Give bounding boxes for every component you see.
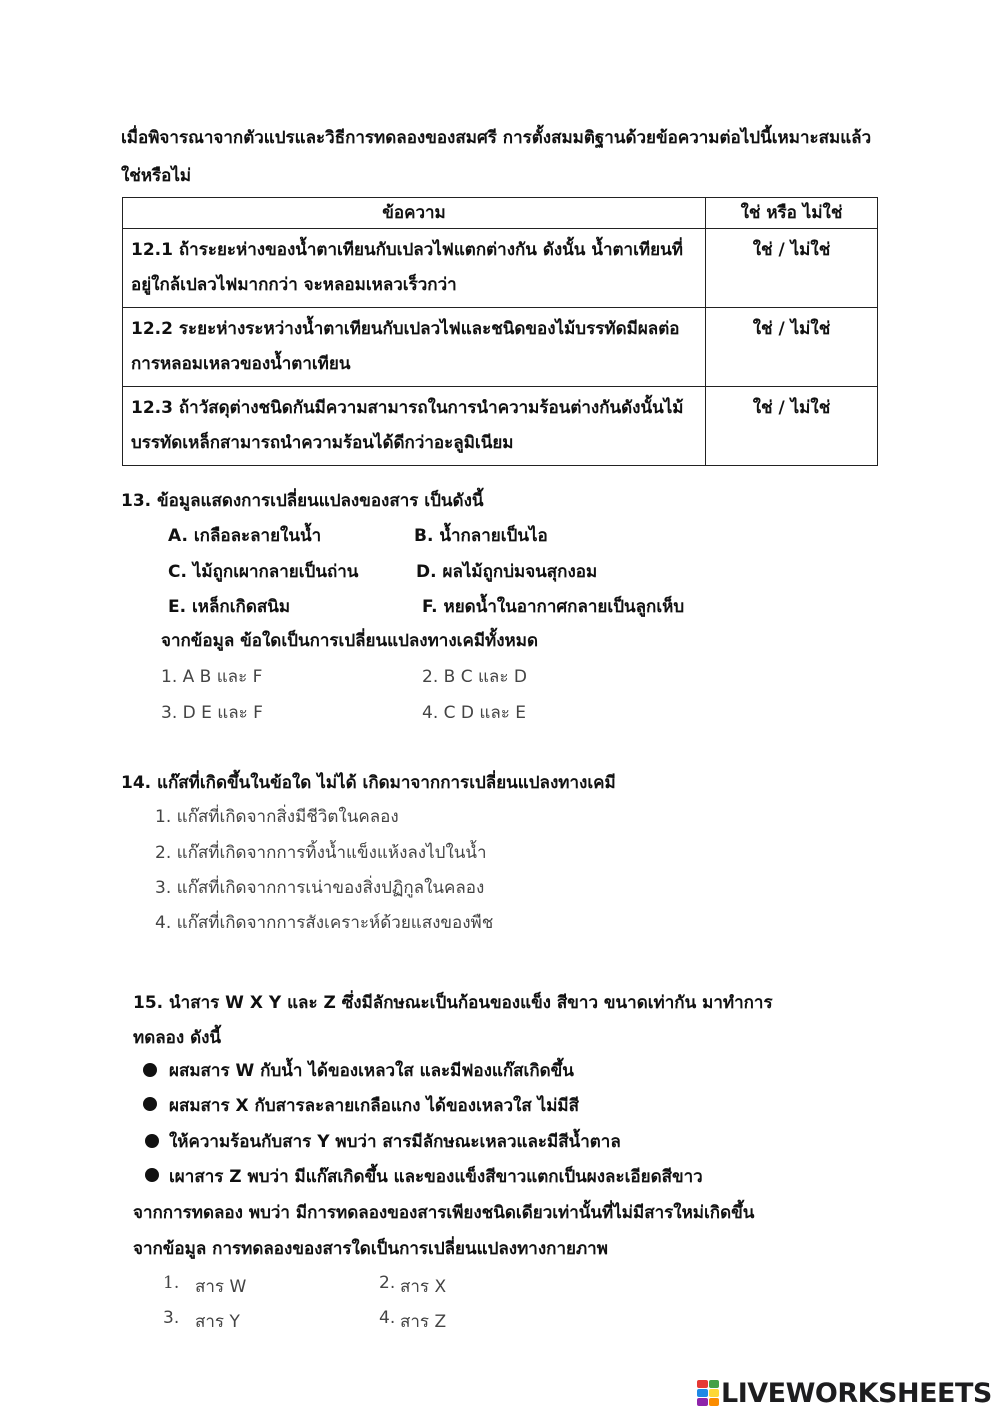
- q15-question: จากข้อมูล การทดลองของสารใดเป็นการเปลี่ยนแปลงทางกายภาพ: [133, 1239, 608, 1259]
- q15-choice-1[interactable]: สาร W: [195, 1277, 247, 1297]
- q15-bullet-3: ให้ความร้อนกับสาร Y พบว่า สารมีลักษณะเหลวและมีสีน้ำตาล: [169, 1132, 621, 1152]
- liveworksheets-logo: [697, 1376, 992, 1410]
- bullet-icon: [145, 1168, 159, 1182]
- answer-cell[interactable]: ใช่ / ไม่ใช่: [706, 387, 878, 466]
- statement-line: บรรทัดเหล็กสามารถนำความร้อนได้ดีกว่าอะลูมิเนียม: [131, 433, 514, 453]
- q13-question: จากข้อมูล ข้อใดเป็นการเปลี่ยนแปลงทางเคมีทั้งหมด: [161, 631, 539, 651]
- q13-choice-1[interactable]: 1. A B และ F: [161, 667, 263, 687]
- intro-line-2: ใช่หรือไม่: [121, 166, 192, 186]
- bullet-icon: [143, 1063, 157, 1077]
- q15-choice-num-4: 4.: [379, 1308, 396, 1328]
- logo-square: [709, 1398, 720, 1406]
- logo-square: [697, 1389, 708, 1397]
- q14-choice-3[interactable]: 3. แก๊สที่เกิดจากการเน่าของสิ่งปฏิกูลในคลอง: [155, 878, 485, 898]
- q15-bullet-4: เผาสาร Z พบว่า มีแก๊สเกิดขึ้น และของแข็งสีขาวแตกเป็นผงละเอียดสีขาว: [169, 1167, 703, 1187]
- statement-cell: [123, 387, 706, 466]
- statement-line: 12.2 ระยะห่างระหว่างน้ำตาเทียนกับเปลวไฟและชนิดของไม้บรรทัดมีผลต่อ: [131, 319, 680, 339]
- logo-text: LIVEWORKSHEETS: [721, 1377, 992, 1409]
- q13-item-d: D. ผลไม้ถูกบ่มจนสุกงอม: [416, 562, 598, 582]
- q13-choice-3[interactable]: 3. D E และ F: [161, 703, 263, 723]
- bullet-icon: [145, 1134, 159, 1148]
- q15-choice-2[interactable]: สาร X: [400, 1277, 447, 1297]
- logo-square: [697, 1380, 708, 1388]
- statement-line: 12.1 ถ้าระยะห่างของน้ำตาเทียนกับเปลวไฟแตกต่างกัน ดังนั้น น้ำตาเทียนที่: [131, 240, 683, 260]
- q14-title: 14. แก๊สที่เกิดขึ้นในข้อใด ไม่ได้ เกิดมาจากการเปลี่ยนแปลงทางเคมี: [121, 773, 616, 793]
- bullet-icon: [143, 1097, 157, 1111]
- intro-line-1: เมื่อพิจารณาจากตัวแปรและวิธีการทดลองของสมศรี การตั้งสมมติฐานด้วยข้อความต่อไปนี้เหมาะสมแล้ว: [121, 128, 872, 148]
- statement-cell: [123, 308, 706, 387]
- table-row: [123, 387, 878, 466]
- statement-line: อยู่ใกล้เปลวไฟมากกว่า จะหลอมเหลวเร็วกว่า: [131, 275, 457, 295]
- q13-choice-2[interactable]: 2. B C และ D: [422, 667, 527, 687]
- q15-bullet-2: ผสมสาร X กับสารละลายเกลือแกง ได้ของเหลวใส ไม่มีสี: [169, 1096, 579, 1116]
- q13-item-e: E. เหล็กเกิดสนิม: [168, 597, 291, 617]
- logo-icon: [697, 1380, 719, 1406]
- statement-line: 12.3 ถ้าวัสดุต่างชนิดกันมีความสามารถในการนำความร้อนต่างกันดังนั้นไม้: [131, 398, 684, 418]
- q13-item-a: A. เกลือละลายในน้ำ: [168, 526, 322, 546]
- q14-choice-4[interactable]: 4. แก๊สที่เกิดจากการสังเคราะห์ด้วยแสงของพืช: [155, 913, 494, 933]
- q15-choice-num-1: 1.: [163, 1273, 180, 1293]
- hypothesis-table: [122, 197, 878, 466]
- q15-choice-3[interactable]: สาร Y: [195, 1312, 240, 1332]
- header-yes-no: ใช่ หรือ ไม่ใช่: [706, 198, 878, 229]
- q15-choice-num-2: 2.: [379, 1273, 396, 1293]
- answer-cell[interactable]: ใช่ / ไม่ใช่: [706, 229, 878, 308]
- header-statement: ข้อความ: [123, 198, 706, 229]
- q13-item-b: B. น้ำกลายเป็นไอ: [414, 526, 548, 546]
- q14-choice-2[interactable]: 2. แก๊สที่เกิดจากการทิ้งน้ำแข็งแห้งลงไปในน้ำ: [155, 843, 487, 863]
- logo-square: [709, 1380, 720, 1388]
- table-row: [123, 229, 878, 308]
- q15-choice-4[interactable]: สาร Z: [400, 1312, 447, 1332]
- statement-cell: [123, 229, 706, 308]
- table-header-row: [123, 198, 878, 229]
- q13-item-f: F. หยดน้ำในอากาศกลายเป็นลูกเห็บ: [422, 597, 685, 617]
- answer-cell[interactable]: ใช่ / ไม่ใช่: [706, 308, 878, 387]
- q13-item-c: C. ไม้ถูกเผากลายเป็นถ่าน: [168, 562, 359, 582]
- q15-choice-num-3: 3.: [163, 1308, 180, 1328]
- logo-square: [709, 1389, 720, 1397]
- statement-line: การหลอมเหลวของน้ำตาเทียน: [131, 354, 351, 374]
- q13-choice-4[interactable]: 4. C D และ E: [422, 703, 527, 723]
- q15-bullet-1: ผสมสาร W กับน้ำ ได้ของเหลวใส และมีฟองแก๊สเกิดขึ้น: [169, 1061, 574, 1081]
- table-row: [123, 308, 878, 387]
- logo-square: [697, 1398, 708, 1406]
- q15-title-line-1: 15. นำสาร W X Y และ Z ซึ่งมีลักษณะเป็นก้อนของแข็ง สีขาว ขนาดเท่ากัน มาทำการ: [133, 993, 773, 1013]
- q13-title: 13. ข้อมูลแสดงการเปลี่ยนแปลงของสาร เป็นดังนี้: [121, 491, 484, 511]
- q15-title-line-2: ทดลอง ดังนี้: [133, 1028, 222, 1048]
- q14-choice-1[interactable]: 1. แก๊สที่เกิดจากสิ่งมีชีวิตในคลอง: [155, 807, 399, 827]
- q15-summary: จากการทดลอง พบว่า มีการทดลองของสารเพียงชนิดเดียวเท่านั้นที่ไม่มีสารใหม่เกิดขึ้น: [133, 1203, 755, 1223]
